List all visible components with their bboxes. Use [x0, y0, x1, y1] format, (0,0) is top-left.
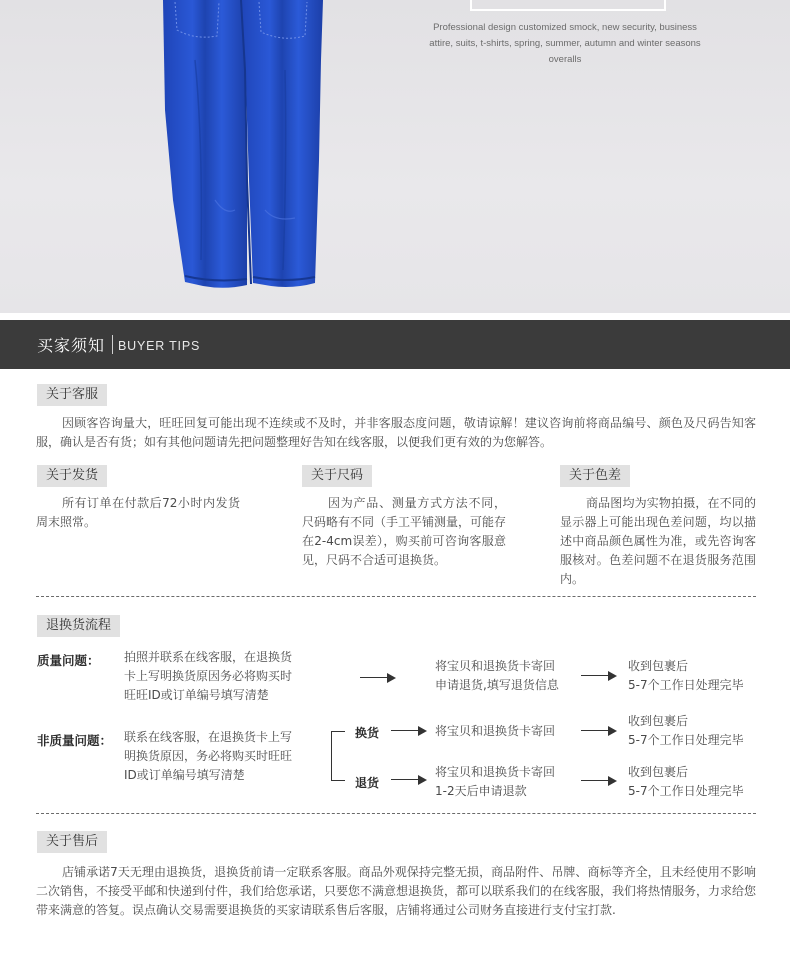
- return-label: 退货: [355, 776, 380, 790]
- exchange-result: [628, 712, 744, 750]
- buyer-tips-banner: [0, 320, 790, 369]
- quality-issue-result: [628, 657, 744, 695]
- dashed-divider: [36, 813, 756, 814]
- product-hero-image: [0, 0, 790, 313]
- quality-step-line: 申请退货,填写退货信息: [435, 678, 559, 692]
- arrow-right-icon: [391, 726, 427, 736]
- exchange-step-line: 将宝贝和退换货卡寄回: [435, 724, 556, 738]
- hero-caption: Professional design customized smock, new security, business attire, suits, t-shirts, spring, summer, autumn and winter seasons overalls: [429, 22, 701, 65]
- caption-frame: [470, 0, 666, 11]
- quality-desc-line: 拍照并联系在线客服，在退换货: [124, 650, 293, 664]
- after-sales-text: 店铺承诺7天无理由退换货，退换货前请一定联系客服。商品外观保持完整无损，商品附件、吊牌、商标等齐全，且未经使用不影响二次销售，不接受平邮和快递到付件，我们给您承诺，只要您不满意想退换货，都可以联系我们的在线客服，我们将热情服务，力求给您带来满意的答复。误点确认交易需要退换货的买家请联系售后客服，店铺将通过公司财务直接进行支付宝打款.: [36, 865, 757, 917]
- return-step-line: 将宝贝和退换货卡寄回: [435, 765, 556, 779]
- branch-bracket: [331, 731, 345, 781]
- banner-title-en: BUYER TIPS: [118, 339, 201, 353]
- arrow-right-icon: [360, 673, 396, 683]
- shipping-title: 关于发货: [37, 465, 107, 487]
- hero-separator: [0, 313, 790, 320]
- color-text: 商品图均为实物拍摄，在不同的显示器上可能出现色差问题，均以描述中商品颜色属性为准，或先咨询客服核对。色差问题不在退货服务范围内。: [560, 496, 756, 586]
- return-step: [435, 763, 555, 801]
- non-quality-desc-line: 联系在线客服，在退换货卡上写: [124, 730, 293, 744]
- dashed-divider: [36, 596, 756, 597]
- arrow-right-icon: [581, 671, 617, 681]
- exchange-result-line: 收到包裹后: [628, 714, 689, 728]
- quality-issue-step: [435, 657, 559, 695]
- exchange-step: [435, 722, 555, 741]
- arrow-right-icon: [581, 776, 617, 786]
- sizing-text: 因为产品、测量方式方法不同，尺码略有不同（手工平铺测量，可能存在2-4cm误差），购买前可咨询客服意见，尺码不合适可退换货。: [302, 496, 507, 567]
- customer-service-title: 关于客服: [37, 384, 107, 406]
- banner-title-cn: 买家须知: [37, 336, 106, 355]
- non-quality-desc-line: ID或订单编号填写清楚: [124, 768, 245, 782]
- arrow-right-icon: [581, 726, 617, 736]
- return-result-line: 5-7个工作日处理完毕: [628, 784, 744, 798]
- process-title: 退换货流程: [37, 615, 120, 637]
- after-sales-title: 关于售后: [37, 831, 107, 853]
- quality-issue-label: 质量问题：: [37, 653, 100, 668]
- arrow-right-icon: [391, 775, 427, 785]
- non-quality-desc-line: 明换货原因，务必将购买时旺旺: [124, 749, 293, 763]
- return-result: [628, 763, 744, 801]
- shipping-text: 所有订单在付款后72小时内发货周末照常。: [36, 496, 240, 529]
- color-title: 关于色差: [560, 465, 630, 487]
- customer-service-text: 因顾客咨询量大，旺旺回复可能出现不连续或不及时，并非客服态度问题，敬请谅解！建议咨询前将商品编号、颜色及尺码告知客服，确认是否有货；如有其他问题请先把问题整理好告知在线客服，以便我们更有效的为您解答。: [36, 416, 756, 449]
- blue-overalls-photo: [155, 0, 330, 290]
- non-quality-issue-desc: [124, 728, 292, 785]
- exchange-result-line: 5-7个工作日处理完毕: [628, 733, 744, 747]
- banner-divider: [112, 335, 113, 354]
- non-quality-issue-label: 非质量问题：: [37, 733, 113, 748]
- quality-desc-line: 旺旺ID或订单编号填写清楚: [124, 688, 269, 702]
- sizing-title: 关于尺码: [302, 465, 372, 487]
- quality-result-line: 收到包裹后: [628, 659, 689, 673]
- quality-issue-desc: [124, 648, 292, 705]
- return-result-line: 收到包裹后: [628, 765, 689, 779]
- quality-step-line: 将宝贝和退换货卡寄回: [435, 659, 556, 673]
- quality-result-line: 5-7个工作日处理完毕: [628, 678, 744, 692]
- return-step-line: 1-2天后申请退款: [435, 784, 527, 798]
- quality-desc-line: 卡上写明换货原因务必将购买时: [124, 669, 293, 683]
- exchange-label: 换货: [355, 726, 380, 740]
